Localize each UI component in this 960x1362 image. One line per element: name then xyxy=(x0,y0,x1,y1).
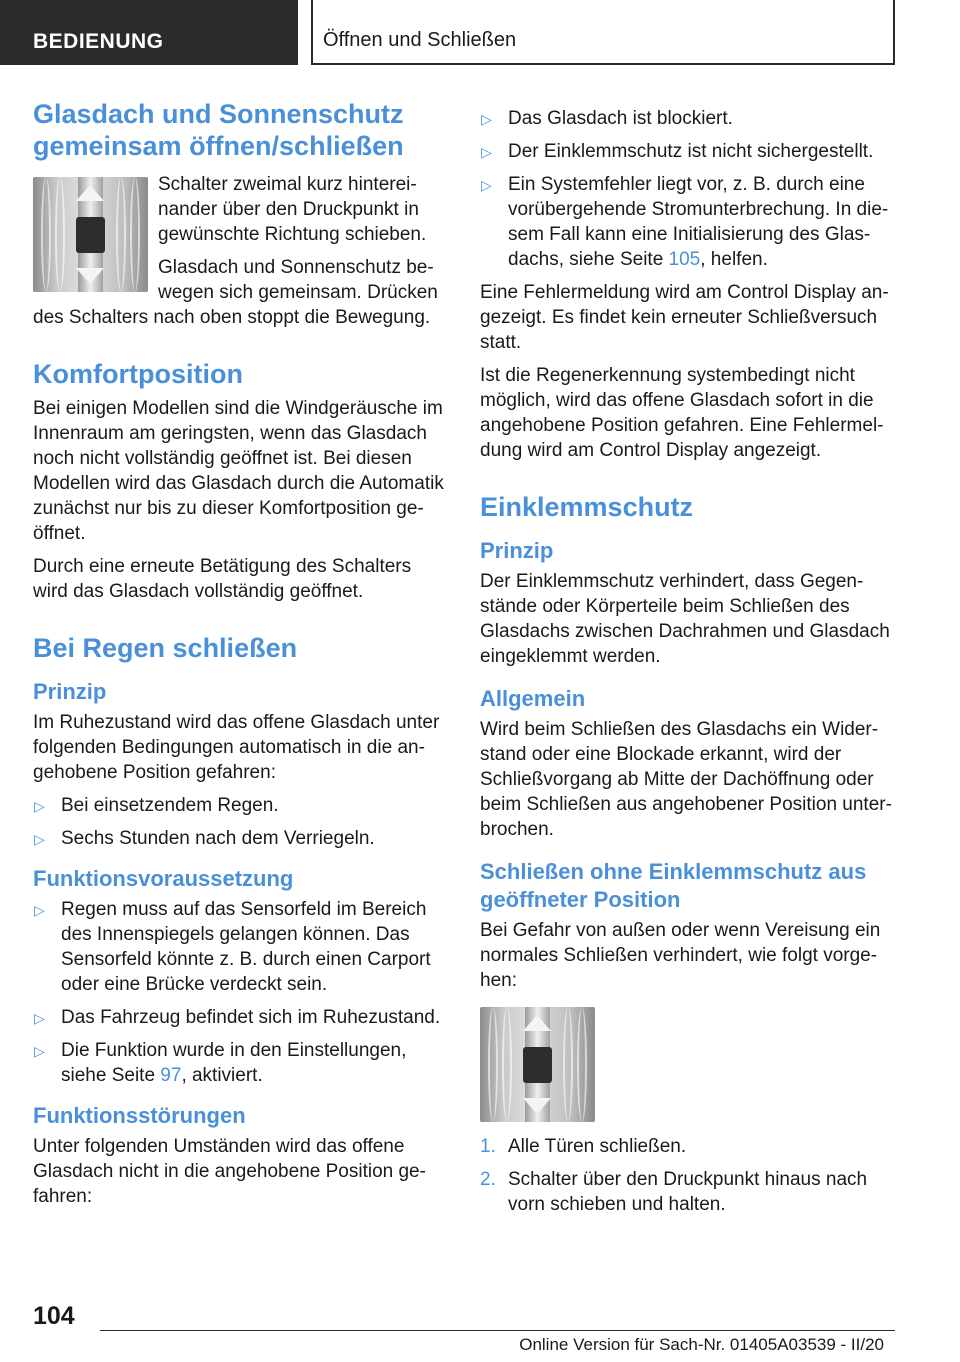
section-title-regen: Bei Regen schließen xyxy=(33,633,298,663)
page-reference-link[interactable]: 97 xyxy=(160,1065,182,1086)
chapter-header: Öffnen und Schließen xyxy=(311,0,895,65)
section-title-einklemmschutz: Einklemmschutz xyxy=(480,492,694,522)
subsection-title-prinzip: Prinzip xyxy=(33,679,107,704)
paragraph: Unter folgenden Umständen wird das offene Glasdach nicht in die angehobene Position ge-fahren: xyxy=(33,1136,426,1207)
paragraph: Durch eine erneute Betätigung des Schalters wird das Glasdach vollständig geöffnet. xyxy=(33,556,412,602)
section-header: BEDIENUNG xyxy=(0,0,298,65)
list-item: ▷ Das Glasdach ist blockiert. xyxy=(480,106,898,131)
paragraph: Schalter zweimal kurz hinterei-nander über den Druckpunkt in gewünschte Richtung schieben. xyxy=(158,174,427,245)
list-item: ▷ Die Funktion wurde in den Einstellungen, siehe Seite 97, aktiviert. xyxy=(34,1040,407,1086)
footer-divider xyxy=(100,1330,895,1331)
subsection-title-ohne-einklemmschutz: Schließen ohne Einklemmschutz aus geöffneter Position xyxy=(480,859,867,912)
paragraph: Bei Gefahr von außen oder wenn Vereisung ein normales Schließen verhindert, wie folgt vorge-hen: xyxy=(480,920,881,991)
triangle-bullet-icon: ▷ xyxy=(481,144,492,160)
roof-switch-image xyxy=(480,1007,595,1122)
subsection-title-funktionsstoerungen: Funktionsstörungen xyxy=(33,1103,246,1128)
step-number: 2. xyxy=(480,1169,496,1190)
list-item: ▷ Das Fahrzeug befindet sich im Ruhezustand. xyxy=(33,1005,448,1030)
triangle-bullet-icon: ▷ xyxy=(34,831,45,847)
subsection-title-funktionsvoraussetzung: Funktionsvoraussetzung xyxy=(33,866,294,891)
bullet-list xyxy=(33,897,448,1088)
page-reference-link[interactable]: 105 xyxy=(668,249,701,270)
paragraph: Eine Fehlermeldung wird am Control Display an-gezeigt. Es findet kein erneuter Schließversuch statt. xyxy=(480,282,889,353)
arrow-up-icon xyxy=(76,185,104,201)
list-item: ▷ Ein Systemfehler liegt vor, z. B. durch eine vorübergehende Stromunterbrechung. In die-sem Fall kann eine Initialisierung des Glas-dachs, siehe Seite 105, helfen. xyxy=(481,174,889,270)
list-item: ▷ Sechs Stunden nach dem Verriegeln. xyxy=(33,826,448,851)
section-title-komfort: Komfortposition xyxy=(33,359,243,389)
list-item: 2. Schalter über den Druckpunkt hinaus nach vorn schieben und halten. xyxy=(480,1169,868,1215)
arrow-down-icon xyxy=(76,268,104,284)
right-column xyxy=(480,106,898,1217)
list-item: ▷ Der Einklemmschutz ist nicht sichergestellt. xyxy=(480,139,898,164)
triangle-bullet-icon: ▷ xyxy=(481,177,492,193)
list-item: ▷ Bei einsetzendem Regen. xyxy=(33,793,448,818)
triangle-bullet-icon: ▷ xyxy=(34,1010,45,1026)
bullet-list xyxy=(480,106,898,272)
triangle-bullet-icon: ▷ xyxy=(481,111,492,127)
numbered-steps xyxy=(480,1134,898,1217)
subsection-title-allgemein: Allgemein xyxy=(480,686,586,711)
footer-online-version: Online Version für Sach-Nr. 01405A03539 - II/20 xyxy=(519,1335,884,1354)
arrow-down-icon xyxy=(523,1098,551,1114)
paragraph: Ist die Regenerkennung systembedingt nicht möglich, wird das offene Glasdach sofort in die angehobene Position gefahren. Eine Fehlermel-dung wird am Control Display angezeigt. xyxy=(480,365,884,461)
roof-switch-image xyxy=(33,177,148,292)
page-number: 104 xyxy=(33,1302,75,1330)
triangle-bullet-icon: ▷ xyxy=(34,798,45,814)
triangle-bullet-icon: ▷ xyxy=(34,1043,45,1059)
paragraph: Bei einigen Modellen sind die Windgeräusche im Innenraum am geringsten, wenn das Glasdach noch nicht vollständig geöffnet ist. Bei diesen Modellen wird das Glasdach durch die Automatik zunächst nur bis zu dieser Komfortposition ge-öffnet. xyxy=(33,398,444,544)
paragraph: Der Einklemmschutz verhindert, dass Gegen-stände oder Körperteile beim Schließen des Glasdachs zwischen Dachrahmen und Glasdach eingeklemmt werden. xyxy=(480,571,890,667)
subsection-title-prinzip: Prinzip xyxy=(480,538,554,563)
arrow-up-icon xyxy=(523,1015,551,1031)
paragraph: Im Ruhezustand wird das offene Glasdach unter folgenden Bedingungen automatisch in die an-gehobene Position gefahren: xyxy=(33,712,440,783)
step-number: 1. xyxy=(480,1136,496,1157)
paragraph: Glasdach und Sonnenschutz be-wegen sich gemeinsam. Drücken des Schalters nach oben stoppt die Bewegung. xyxy=(33,257,438,328)
left-column xyxy=(33,98,448,1209)
list-item: 1. Alle Türen schließen. xyxy=(480,1136,687,1157)
paragraph: Wird beim Schließen des Glasdachs ein Wider-stand oder eine Blockade erkannt, wird der Schließvorgang ab Mitte der Dachöffnung oder beim Schließen aus angehobener Position unter-brochen. xyxy=(480,719,892,840)
bullet-list xyxy=(33,793,448,851)
triangle-bullet-icon: ▷ xyxy=(34,902,45,918)
section-title-glasdach: Glasdach und Sonnenschutz gemeinsam öffnen/schließen xyxy=(33,99,404,161)
list-item: ▷ Regen muss auf das Sensorfeld im Bereich des Innenspiegels gelangen können. Das Sensorfeld könnte z. B. durch einen Carport oder eine Brücke verdeckt sein. xyxy=(34,899,431,995)
